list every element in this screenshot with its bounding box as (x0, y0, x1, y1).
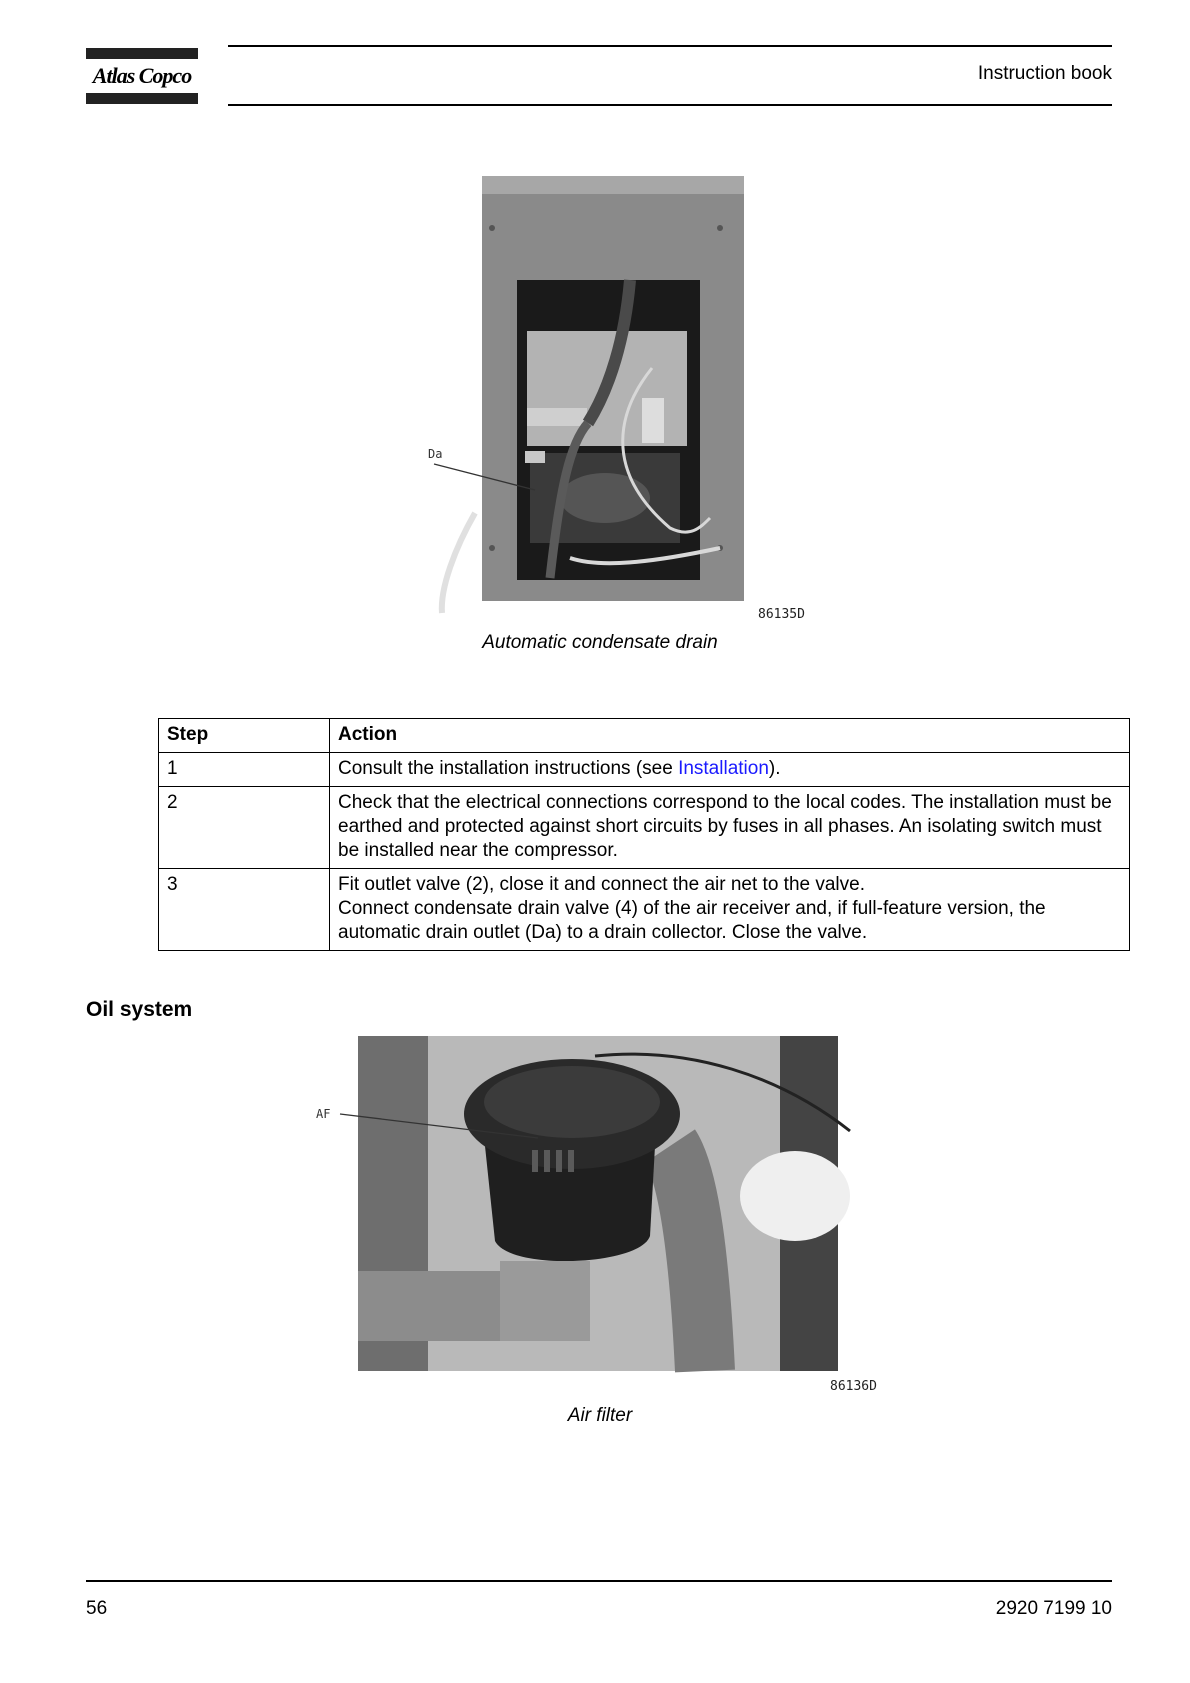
action-text: Connect condensate drain valve (4) of the air receiver and, if full-feature version, the automatic drain outlet (Da) to a drain collector. Close the valve. (338, 898, 1046, 943)
action-text: Fit outlet valve (2), close it and connect the air net to the valve. (338, 874, 865, 895)
logo-bar-bottom (86, 93, 198, 104)
page-number: 56 (86, 1598, 108, 1619)
condensate-drain-photo (420, 168, 820, 618)
table-cell-action (330, 753, 1130, 787)
logo-wordmark: Atlas Copco (92, 63, 192, 88)
table-header-row (159, 719, 1130, 753)
table-cell-step: 2 (159, 787, 330, 869)
table-header-action: Action (330, 719, 1130, 753)
table-cell-action: Check that the electrical connections correspond to the local codes. The installation must be earthed and protected against short circuits by fuses in all phases. An isolating switch must be installed near the compressor. (330, 787, 1130, 869)
installation-link[interactable]: Installation (678, 758, 769, 779)
table-row (159, 869, 1130, 951)
table-header-step: Step (159, 719, 330, 753)
footer-rule (86, 1580, 1112, 1582)
callout-af: AF (316, 1107, 331, 1121)
brand-logo (86, 48, 198, 104)
action-text: Consult the installation instructions (see (338, 758, 679, 779)
steps-table (158, 718, 1130, 951)
air-filter-photo (310, 1036, 890, 1391)
figure-caption: Air filter (567, 1405, 633, 1426)
logo-bar-top (86, 48, 198, 59)
figure-id: 86135D (758, 607, 805, 618)
table-cell-action (330, 869, 1130, 951)
figure-id: 86136D (830, 1379, 877, 1391)
table-cell-step: 1 (159, 753, 330, 787)
section-title: Oil system (86, 998, 193, 1021)
table-row (159, 753, 1130, 787)
document-number: 2920 7199 10 (995, 1598, 1112, 1619)
header-rule-bottom (228, 104, 1112, 106)
header-rule-top (228, 45, 1112, 47)
figure-caption: Automatic condensate drain (482, 632, 718, 653)
header-title: Instruction book (977, 63, 1112, 84)
callout-da: Da (428, 447, 443, 461)
table-cell-step: 3 (159, 869, 330, 951)
action-text: ). (768, 758, 781, 779)
table-row (159, 787, 1130, 869)
